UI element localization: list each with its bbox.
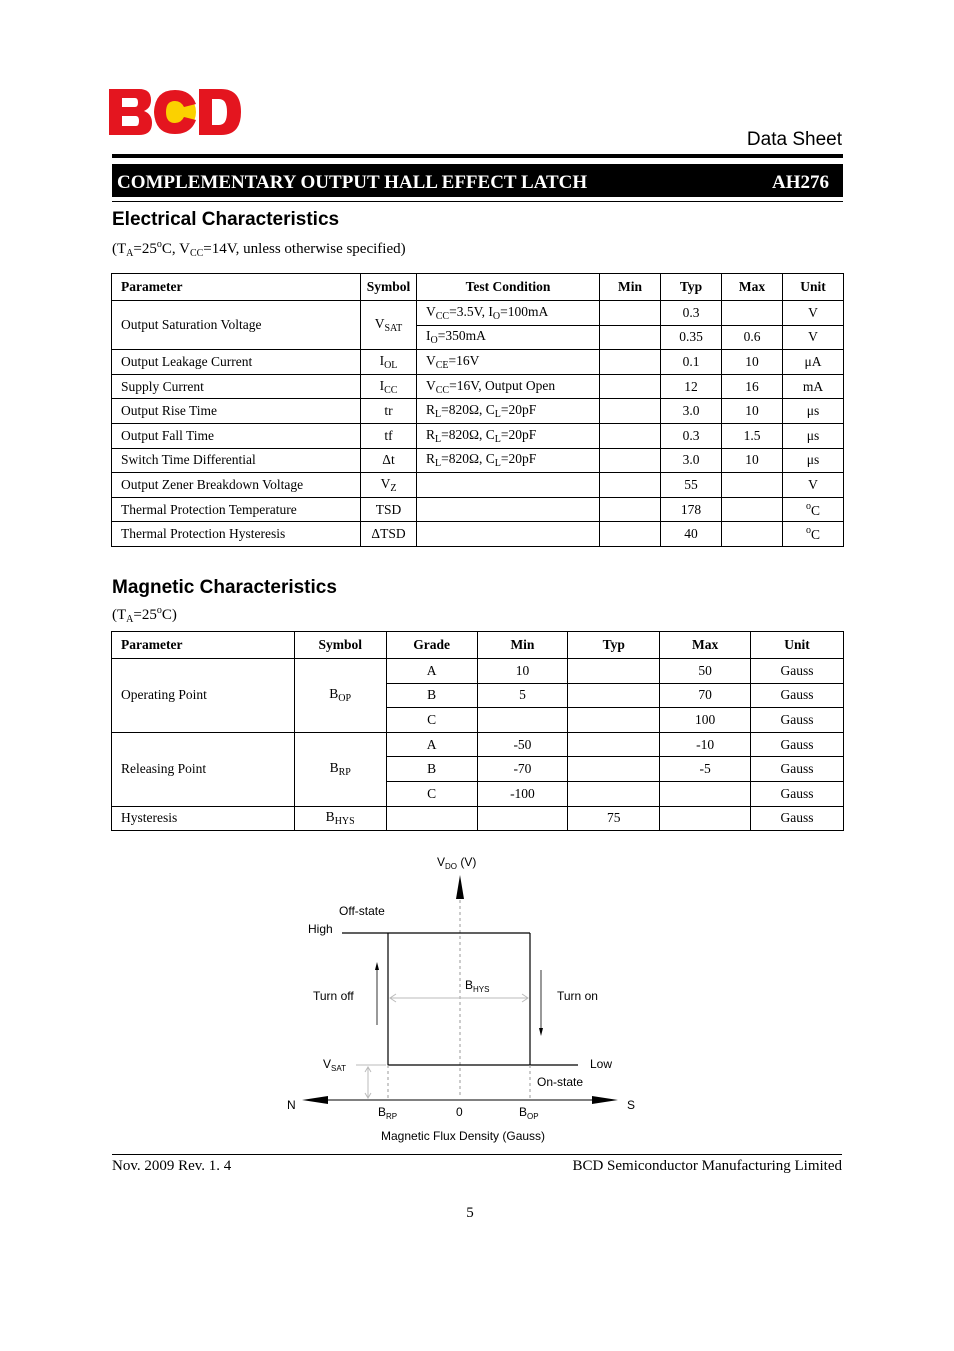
unit-cell: Gauss (751, 683, 844, 708)
min-cell (600, 522, 661, 547)
electrical-table (111, 273, 844, 547)
table-row (112, 659, 844, 684)
max-cell: 50 (660, 659, 751, 684)
typ-cell: 3.0 (661, 448, 722, 473)
typ-cell (568, 732, 660, 757)
part-number: AH276 (772, 172, 829, 193)
symbol-cell: $B_{RP}$ (294, 732, 386, 806)
unit-cell: μs (783, 423, 844, 448)
column-header: Typ (661, 274, 722, 301)
x-axis-label: Magnetic Flux Density (Gauss) (381, 1129, 546, 1143)
condition-cell: $V_{CC}=16V$, Output Open (417, 374, 600, 399)
min-cell (600, 301, 661, 326)
parameter-cell: Output Leakage Current (112, 350, 361, 375)
magnetic-table (111, 631, 844, 831)
condition-cell: $R_L=820\Omega$, $C_L=20pF$ (417, 423, 600, 448)
symbol-cell: tr (361, 399, 417, 424)
typ-cell (568, 757, 660, 782)
symbol-cell: $B_{OP}$ (294, 659, 386, 733)
doc-type-label: Data Sheet (746, 129, 842, 150)
condition-cell: $I_O=350mA$ (417, 325, 600, 350)
low-label: Low (590, 1057, 613, 1071)
parameter-cell: Operating Point (112, 659, 295, 733)
condition-cell: $V_{CE}=16V$ (417, 350, 600, 375)
unit-cell: Gauss (751, 708, 844, 733)
table-header-row (112, 632, 844, 659)
unit-cell: μs (783, 399, 844, 424)
unit-cell: Gauss (751, 659, 844, 684)
unit-cell: Gauss (751, 806, 844, 831)
condition-cell (417, 473, 600, 498)
parameter-cell: Releasing Point (112, 732, 295, 806)
footer-date-revision: Nov. 2009 Rev. 1. 4 (112, 1158, 232, 1174)
column-header: Parameter (112, 632, 295, 659)
symbol-cell: TSD (361, 497, 417, 522)
page-number: 5 (466, 1205, 474, 1221)
min-cell (600, 473, 661, 498)
min-cell (600, 448, 661, 473)
table-row (112, 350, 844, 375)
parameter-cell: Thermal Protection Hysteresis (112, 522, 361, 547)
max-cell (722, 522, 783, 547)
y-axis-arrow (456, 875, 464, 899)
max-cell: -10 (660, 732, 751, 757)
min-cell (600, 350, 661, 375)
max-cell: 10 (722, 448, 783, 473)
max-cell (722, 473, 783, 498)
max-cell (660, 806, 751, 831)
table-row (112, 448, 844, 473)
condition-cell: $V_{CC}=3.5V$, $I_O=100mA$ (417, 301, 600, 326)
column-header: Min (600, 274, 661, 301)
on-state-label: On-state (537, 1075, 584, 1089)
min-cell: 10 (477, 659, 568, 684)
typ-cell: 178 (661, 497, 722, 522)
electrical-conditions: ($T_A=25^oC$, $V_{CC}=14V$, unless otherwise specified) (112, 239, 406, 259)
table-row (112, 522, 844, 547)
electrical-heading: Electrical Characteristics (112, 209, 340, 230)
max-cell: 100 (660, 708, 751, 733)
max-cell: 16 (722, 374, 783, 399)
symbol-cell: $V_{SAT}$ (361, 301, 417, 350)
min-cell (600, 399, 661, 424)
typ-cell: 0.3 (661, 301, 722, 326)
typ-cell: 75 (568, 806, 660, 831)
condition-cell: $R_L=820\Omega$, $C_L=20pF$ (417, 399, 600, 424)
grade-cell: A (386, 659, 477, 684)
grade-cell: C (386, 781, 477, 806)
column-header: Min (477, 632, 568, 659)
min-cell: -50 (477, 732, 568, 757)
symbol-cell: $I_{OL}$ (361, 350, 417, 375)
table-row (112, 301, 844, 326)
condition-cell (417, 522, 600, 547)
unit-cell: μs (783, 448, 844, 473)
unit-cell: Gauss (751, 757, 844, 782)
max-cell: -5 (660, 757, 751, 782)
zero-label: 0 (456, 1105, 463, 1119)
bhys-label: $B_{HYS}$ (465, 978, 490, 994)
parameter-cell: Output Zener Breakdown Voltage (112, 473, 361, 498)
typ-cell: 12 (661, 374, 722, 399)
max-cell: 10 (722, 399, 783, 424)
typ-cell (568, 781, 660, 806)
magnetic-heading: Magnetic Characteristics (112, 577, 337, 598)
typ-cell (568, 683, 660, 708)
min-cell: -70 (477, 757, 568, 782)
max-cell (660, 781, 751, 806)
high-label: High (308, 922, 333, 936)
unit-cell: $^o$C (783, 497, 844, 522)
column-header: Test Condition (417, 274, 600, 301)
parameter-cell: Output Fall Time (112, 423, 361, 448)
min-cell (600, 497, 661, 522)
typ-cell: 3.0 (661, 399, 722, 424)
turn-on-label: Turn on (557, 989, 598, 1003)
max-cell: 10 (722, 350, 783, 375)
grade-cell: C (386, 708, 477, 733)
symbol-cell: $B_{HYS}$ (294, 806, 386, 831)
symbol-cell: Δt (361, 448, 417, 473)
parameter-cell: Switch Time Differential (112, 448, 361, 473)
unit-cell: mA (783, 374, 844, 399)
table-row (112, 423, 844, 448)
table-row (112, 473, 844, 498)
parameter-cell: Supply Current (112, 374, 361, 399)
max-cell (722, 497, 783, 522)
column-header: Symbol (294, 632, 386, 659)
typ-cell: 0.1 (661, 350, 722, 375)
min-cell (600, 325, 661, 350)
x-axis-left-arrow (302, 1096, 328, 1104)
magnetic-conditions: $(T_A=25^oC)$ (112, 605, 177, 625)
typ-cell (568, 708, 660, 733)
unit-cell: $^o$C (783, 522, 844, 547)
min-cell (600, 374, 661, 399)
column-header: Symbol (361, 274, 417, 301)
s-label: S (627, 1098, 636, 1112)
symbol-cell: $V_Z$ (361, 473, 417, 498)
parameter-cell: Thermal Protection Temperature (112, 497, 361, 522)
off-state-label: Off-state (339, 904, 385, 918)
title-underline (112, 201, 843, 202)
x-axis-right-arrow (592, 1096, 618, 1104)
grade-cell: A (386, 732, 477, 757)
unit-cell: μA (783, 350, 844, 375)
table-row (112, 374, 844, 399)
brp-label: $B_{RP}$ (378, 1105, 398, 1121)
header-rule (112, 154, 843, 158)
min-cell (477, 708, 568, 733)
bcd-logo (109, 89, 241, 135)
grade-cell: B (386, 757, 477, 782)
typ-cell: 55 (661, 473, 722, 498)
vsat-label: $V_{SAT}$ (323, 1057, 346, 1073)
unit-cell: Gauss (751, 781, 844, 806)
column-header: Parameter (112, 274, 361, 301)
max-cell: 0.6 (722, 325, 783, 350)
parameter-cell: Output Saturation Voltage (112, 301, 361, 350)
table-row (112, 497, 844, 522)
max-cell: 1.5 (722, 423, 783, 448)
parameter-cell: Output Rise Time (112, 399, 361, 424)
title-bar (112, 164, 843, 197)
min-cell (477, 806, 568, 831)
unit-cell: V (783, 325, 844, 350)
condition-cell: $R_L=820\Omega$, $C_L=20pF$ (417, 448, 600, 473)
typ-cell: 40 (661, 522, 722, 547)
min-cell: -100 (477, 781, 568, 806)
table-row (112, 732, 844, 757)
grade-cell: B (386, 683, 477, 708)
max-cell (722, 301, 783, 326)
bop-label: $B_{OP}$ (519, 1105, 539, 1121)
grade-cell (386, 806, 477, 831)
symbol-cell: ΔTSD (361, 522, 417, 547)
condition-cell (417, 497, 600, 522)
document-title: COMPLEMENTARY OUTPUT HALL EFFECT LATCH (117, 172, 588, 193)
unit-cell: V (783, 473, 844, 498)
n-label: N (287, 1098, 296, 1112)
typ-cell (568, 659, 660, 684)
min-cell: 5 (477, 683, 568, 708)
min-cell (600, 423, 661, 448)
symbol-cell: $I_{CC}$ (361, 374, 417, 399)
y-axis-label: $V_{DO}$ (V) (437, 855, 477, 871)
table-header-row (112, 274, 844, 301)
column-header: Max (722, 274, 783, 301)
typ-cell: 0.3 (661, 423, 722, 448)
footer-rule (112, 1154, 842, 1155)
unit-cell: Gauss (751, 732, 844, 757)
footer-company: BCD Semiconductor Manufacturing Limited (572, 1158, 842, 1174)
symbol-cell: tf (361, 423, 417, 448)
column-header: Unit (751, 632, 844, 659)
max-cell: 70 (660, 683, 751, 708)
column-header: Unit (783, 274, 844, 301)
column-header: Grade (386, 632, 477, 659)
typ-cell: 0.35 (661, 325, 722, 350)
table-row (112, 399, 844, 424)
column-header: Typ (568, 632, 660, 659)
hysteresis-diagram (280, 850, 660, 1150)
unit-cell: V (783, 301, 844, 326)
table-row (112, 806, 844, 831)
turn-off-label: Turn off (313, 989, 354, 1003)
column-header: Max (660, 632, 751, 659)
parameter-cell: Hysteresis (112, 806, 295, 831)
